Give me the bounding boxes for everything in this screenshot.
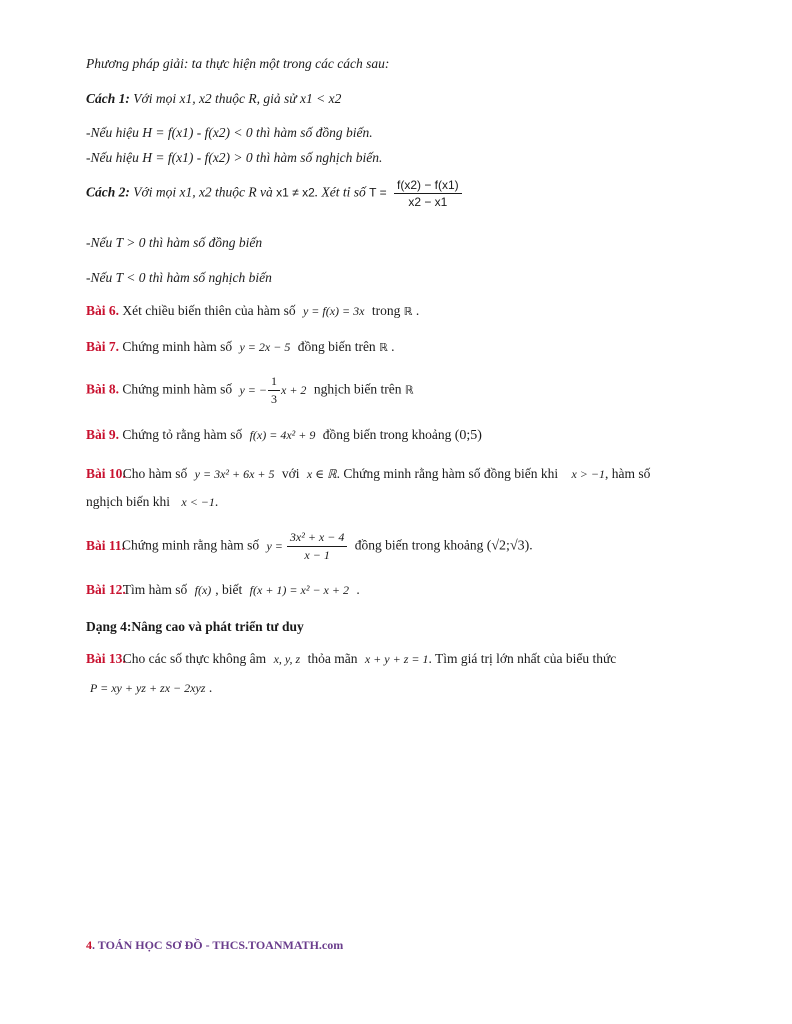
- ratio-denominator: x2 − x1: [408, 195, 448, 209]
- cach1-line: [86, 91, 341, 107]
- exercise-11-text: Chứng minh rằng hàm số: [122, 537, 260, 553]
- rule-dong-bien-h: -Nếu hiệu H = f(x1) - f(x2) < 0 thì hàm số đồng biến.: [86, 125, 373, 140]
- intro-text: Phương pháp giải: ta thực hiện một trong các cách sau:: [86, 56, 390, 71]
- page-footer: [86, 938, 343, 953]
- exercise-10-text4: , hàm số: [604, 466, 651, 481]
- exercise-6-end: .: [415, 303, 420, 318]
- exercise-6-text2: trong: [371, 303, 401, 318]
- exercise-9-label: Bài 9.: [86, 427, 120, 442]
- exercise-10-cond2: x > −1: [571, 467, 605, 481]
- exercise-6-label: Bài 6.: [86, 303, 120, 318]
- exercise-6-math: y = f(x) = 3x: [302, 304, 365, 318]
- exercise-10-text: Cho hàm số: [122, 466, 188, 481]
- exercise-8-text: Chứng minh hàm số: [122, 381, 233, 397]
- footer-text: . TOÁN HỌC SƠ ĐỒ - THCS.TOANMATH.com: [92, 938, 344, 952]
- exercise-12-text: Tìm hàm số: [122, 582, 188, 597]
- exercise-8-denominator: 3: [271, 392, 277, 406]
- exercise-9-math: f(x) = 4x² + 9: [249, 428, 316, 442]
- rule-nghich-bien-h: -Nếu hiệu H = f(x1) - f(x2) > 0 thì hàm số nghịch biến.: [86, 150, 383, 165]
- exercise-10-cond3: x < −1: [181, 495, 215, 509]
- exercise-7-end: .: [391, 339, 395, 354]
- exercise-13-vars: x, y, z: [273, 652, 301, 666]
- exercise-8-label: Bài 8.: [86, 381, 120, 397]
- exercise-13-expression: P = xy + yz + zx − 2xyz: [90, 681, 206, 695]
- exercise-12-math: f(x): [194, 583, 212, 597]
- exercise-7-label: Bài 7.: [86, 339, 120, 354]
- exercise-13-end: .: [208, 680, 213, 695]
- exercise-11-label: Bài 11.: [86, 537, 126, 553]
- exercise-6: [86, 303, 419, 319]
- exercise-10-line2-text: nghịch biến khi: [86, 494, 170, 509]
- exercise-8-math-lhs: y = −: [239, 382, 267, 397]
- exercise-9: [86, 427, 482, 444]
- exercise-7-math: y = 2x − 5: [239, 340, 291, 354]
- exercise-13: [86, 651, 616, 667]
- exercise-12: [86, 582, 360, 598]
- cach1-label: Cách 1:: [86, 91, 130, 106]
- exercise-10-line2: [86, 494, 218, 510]
- exercise-13-cond: x + y + z = 1: [364, 652, 429, 666]
- ratio-lhs: T =: [369, 185, 387, 200]
- exercise-10-cond: x ∈ ℝ: [306, 467, 337, 481]
- exercise-13-line2: [86, 680, 212, 696]
- exercise-11-interval: (√2;√3): [486, 538, 530, 554]
- exercise-8-fraction: [268, 374, 280, 407]
- exercise-7-text: Chứng minh hàm số: [122, 339, 233, 354]
- ratio-fraction: [394, 178, 462, 209]
- exercise-11-end: .: [529, 537, 533, 553]
- exercise-8-text2: nghịch biến trên: [313, 381, 402, 397]
- exercise-13-text: Cho các số thực không âm: [122, 651, 267, 666]
- exercise-9-text2: đồng biến trong khoảng: [322, 427, 452, 442]
- exercise-11-math-lhs: y =: [266, 538, 283, 553]
- exercise-10: [86, 466, 650, 482]
- cach2-text: Với mọi x1, x2 thuộc R và: [133, 184, 273, 200]
- exercise-10-label: Bài 10.: [86, 466, 126, 481]
- rule-t-negative: -Nếu T < 0 thì hàm số nghịch biến: [86, 270, 272, 285]
- real-set-symbol: ℝ: [403, 305, 413, 318]
- cach2-text2: . Xét tỉ số: [314, 184, 366, 200]
- exercise-11-text2: đồng biến trong khoảng: [354, 537, 484, 553]
- exercise-12-text2: , biết: [215, 582, 243, 597]
- exercise-11: [86, 530, 533, 563]
- exercise-7: [86, 339, 395, 355]
- exercise-9-text: Chứng tỏ rằng hàm số: [122, 427, 243, 442]
- exercise-6-text: Xét chiều biến thiên của hàm số: [122, 303, 296, 318]
- exercise-13-text3: . Tìm giá trị lớn nhất của biểu thức: [428, 651, 617, 666]
- exercise-7-text2: đồng biến trên: [297, 339, 376, 354]
- exercise-12-label: Bài 12.: [86, 582, 126, 597]
- real-set-symbol: ℝ: [379, 341, 388, 354]
- exercise-11-fraction: [287, 530, 347, 563]
- exercise-10-text2: với: [281, 466, 300, 481]
- rule-t-positive: -Nếu T > 0 thì hàm số đồng biến: [86, 235, 263, 250]
- exercise-10-end: .: [214, 494, 219, 509]
- exercise-13-label: Bài 13.: [86, 651, 126, 666]
- exercise-12-math2: f(x + 1) = x² − x + 2: [249, 583, 349, 597]
- section-heading-dang-4: Dạng 4:Nâng cao và phát triển tư duy: [86, 619, 304, 634]
- cach2-label: Cách 2:: [86, 184, 130, 200]
- exercise-11-numerator: 3x² + x − 4: [287, 530, 347, 547]
- exercise-8-math-rhs: x + 2: [281, 382, 307, 397]
- real-set-symbol: ℝ: [404, 383, 414, 397]
- cach2-condition: x1 ≠ x2: [276, 185, 315, 200]
- exercise-12-end: .: [356, 582, 360, 597]
- exercise-8-numerator: 1: [268, 374, 280, 391]
- cach1-text: Với mọi x1, x2 thuộc R, giả sử x1 < x2: [133, 91, 342, 106]
- exercise-8: [86, 374, 414, 407]
- page-number: 4: [86, 938, 92, 952]
- cach2-line: [86, 178, 466, 209]
- exercise-11-denominator: x − 1: [304, 548, 330, 562]
- exercise-10-text3: . Chứng minh rằng hàm số đồng biến khi: [336, 466, 559, 481]
- exercise-13-text2: thỏa mãn: [307, 651, 358, 666]
- exercise-9-interval: (0;5): [454, 428, 482, 443]
- exercise-10-math: y = 3x² + 6x + 5: [194, 467, 275, 481]
- ratio-numerator: f(x2) − f(x1): [394, 178, 462, 194]
